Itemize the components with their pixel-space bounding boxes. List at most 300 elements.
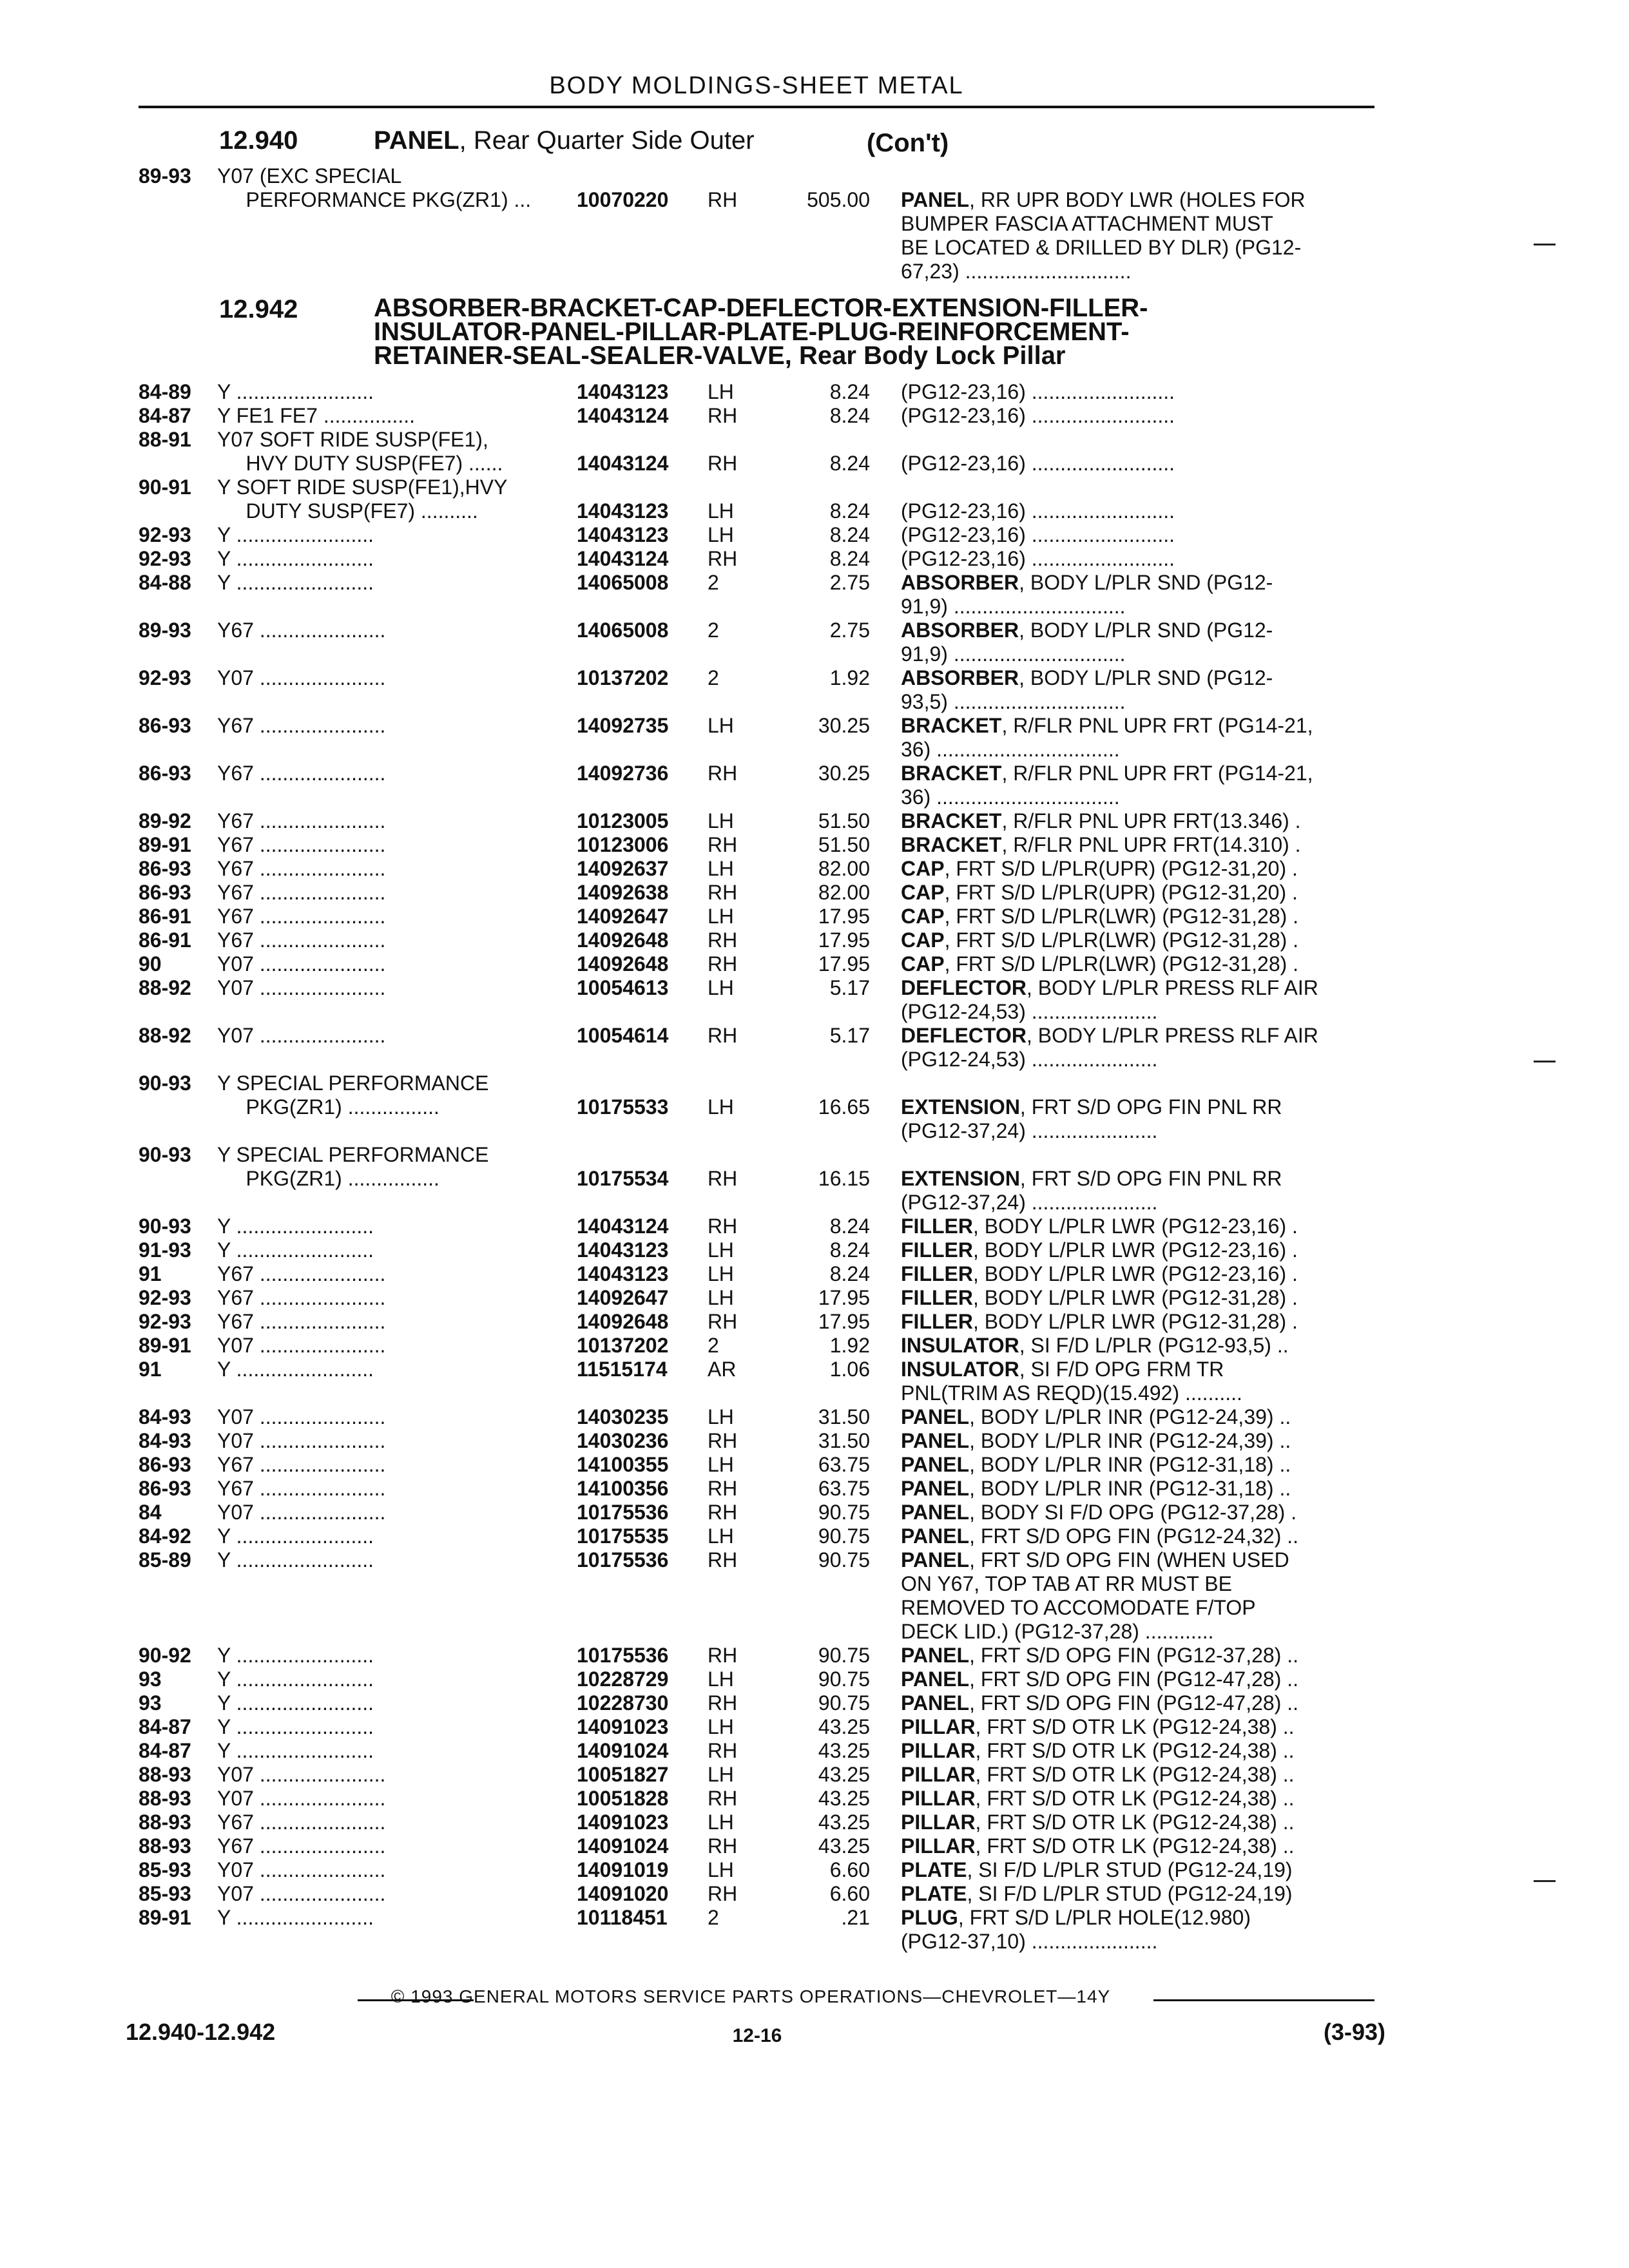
year-range: 84-89 bbox=[139, 380, 191, 403]
year-range: 85-93 bbox=[139, 1882, 191, 1905]
part-name: DEFLECTOR bbox=[901, 976, 1027, 999]
part-detail: , R/FLR PNL UPR FRT(14.310) . bbox=[1001, 833, 1301, 856]
side-qty: RH bbox=[708, 1024, 738, 1047]
year-range: 89-91 bbox=[139, 1334, 191, 1357]
year-range: 90-93 bbox=[139, 1215, 191, 1238]
part-number: 14043123 bbox=[577, 1238, 669, 1262]
year-range: 84-93 bbox=[139, 1405, 191, 1428]
list-price: 31.50 bbox=[818, 1429, 870, 1452]
year-range: 84-87 bbox=[139, 1715, 191, 1738]
model-usage: Y67 ...................... bbox=[217, 1811, 386, 1834]
part-name: BRACKET bbox=[901, 809, 1002, 832]
year-range: 89-91 bbox=[139, 833, 191, 856]
part-name: INSULATOR bbox=[901, 1334, 1019, 1357]
model-usage: Y ........................ bbox=[217, 523, 374, 546]
footer-page-number: 12-16 bbox=[732, 2025, 782, 2046]
model-usage: Y67 ...................... bbox=[217, 1310, 386, 1333]
table-row bbox=[0, 476, 1629, 499]
list-price: 2.75 bbox=[829, 571, 870, 594]
part-name: PILLAR bbox=[901, 1811, 976, 1834]
part-description bbox=[901, 1620, 1213, 1644]
part-detail: , BODY L/PLR SND (PG12- bbox=[1019, 619, 1273, 642]
model-usage: Y67 ...................... bbox=[217, 1477, 386, 1500]
part-detail: , SI F/D L/PLR STUD (PG12-24,19) bbox=[967, 1882, 1293, 1905]
table-row bbox=[0, 1310, 1629, 1334]
part-number: 10137202 bbox=[577, 1334, 669, 1357]
footer-copyright: © 1993 GENERAL MOTORS SERVICE PARTS OPERATIONS—CHEVROLET—14Y bbox=[390, 1986, 1111, 2006]
part-number: 14092735 bbox=[577, 714, 669, 737]
model-usage: Y67 ...................... bbox=[217, 928, 386, 952]
model-usage: Y67 ...................... bbox=[217, 619, 386, 642]
part-detail: , R/FLR PNL UPR FRT(13.346) . bbox=[1001, 809, 1301, 832]
table-row bbox=[0, 1739, 1629, 1763]
side-qty: LH bbox=[708, 1715, 734, 1738]
list-price: 43.25 bbox=[818, 1739, 870, 1762]
table-row bbox=[0, 1667, 1629, 1691]
table-row bbox=[0, 1167, 1629, 1191]
list-price: 63.75 bbox=[818, 1477, 870, 1500]
part-detail: , FRT S/D L/PLR(LWR) (PG12-31,28) . bbox=[944, 928, 1299, 952]
year-range: 86-93 bbox=[139, 881, 191, 904]
year-range: 88-93 bbox=[139, 1811, 191, 1834]
side-qty: RH bbox=[708, 1501, 738, 1524]
part-detail: , BODY L/PLR PRESS RLF AIR bbox=[1026, 976, 1318, 999]
part-number: 10175535 bbox=[577, 1524, 669, 1548]
side-qty: 2 bbox=[708, 1906, 719, 1929]
model-usage: Y07 ...................... bbox=[217, 952, 386, 975]
part-name: BRACKET bbox=[901, 762, 1002, 785]
year-range: 88-92 bbox=[139, 1024, 191, 1047]
side-qty: LH bbox=[708, 1405, 734, 1428]
side-qty: LH bbox=[708, 714, 734, 737]
table-row bbox=[0, 905, 1629, 928]
part-description bbox=[901, 1596, 1256, 1620]
part-name: ABSORBER bbox=[901, 619, 1019, 642]
part-description bbox=[901, 1787, 1295, 1811]
side-qty: RH bbox=[708, 1787, 738, 1810]
part-number: 14043124 bbox=[577, 404, 669, 427]
part-description bbox=[901, 1930, 1157, 1954]
model-usage: HVY DUTY SUSP(FE7) ...... bbox=[217, 452, 503, 475]
part-name: CAP bbox=[901, 928, 945, 952]
part-name: PLATE bbox=[901, 1882, 967, 1905]
part-description bbox=[901, 1906, 1251, 1930]
table-row bbox=[0, 857, 1629, 881]
part-number: 14030236 bbox=[577, 1429, 669, 1452]
section-title-main: RETAINER-SEAL-SEALER-VALVE bbox=[374, 341, 785, 370]
model-usage: PKG(ZR1) ................ bbox=[217, 1095, 439, 1119]
part-description bbox=[901, 1310, 1298, 1334]
model-usage: DUTY SUSP(FE7) .......... bbox=[217, 499, 478, 523]
side-qty: RH bbox=[708, 762, 738, 785]
side-qty: RH bbox=[708, 1548, 738, 1571]
table-row bbox=[0, 1286, 1629, 1310]
part-name: EXTENSION bbox=[901, 1167, 1020, 1190]
table-row bbox=[0, 714, 1629, 738]
list-price: 17.95 bbox=[818, 1286, 870, 1309]
part-description bbox=[901, 380, 1175, 404]
part-detail: (PG12-37,24) ...................... bbox=[901, 1191, 1158, 1214]
model-usage: Y67 ...................... bbox=[217, 1262, 386, 1285]
table-row bbox=[0, 1381, 1629, 1405]
year-range: 84-88 bbox=[139, 571, 191, 594]
side-qty: LH bbox=[708, 380, 734, 403]
year-range: 89-91 bbox=[139, 1906, 191, 1929]
part-description bbox=[901, 1358, 1224, 1381]
table-row bbox=[0, 1024, 1629, 1048]
part-number: 14091023 bbox=[577, 1715, 669, 1738]
part-number: 10054613 bbox=[577, 976, 669, 999]
year-range: 89-93 bbox=[139, 164, 191, 187]
list-price: 30.25 bbox=[818, 714, 870, 737]
part-detail: , BODY L/PLR LWR (PG12-23,16) . bbox=[972, 1215, 1298, 1238]
table-row bbox=[0, 212, 1629, 236]
list-price: 17.95 bbox=[818, 1310, 870, 1333]
part-description bbox=[901, 666, 1273, 690]
part-detail: (PG12-23,16) ......................... bbox=[901, 380, 1175, 403]
part-description bbox=[901, 212, 1273, 236]
side-qty: RH bbox=[708, 404, 738, 427]
year-range: 92-93 bbox=[139, 547, 191, 570]
part-description bbox=[901, 236, 1301, 260]
table-row bbox=[0, 499, 1629, 523]
part-number: 14065008 bbox=[577, 571, 669, 594]
list-price: 8.24 bbox=[829, 404, 870, 427]
header-rule bbox=[139, 106, 1374, 108]
side-qty: RH bbox=[708, 1215, 738, 1238]
part-name: FILLER bbox=[901, 1215, 973, 1238]
part-name: PANEL bbox=[901, 1667, 970, 1691]
year-range: 85-89 bbox=[139, 1548, 191, 1571]
list-price: 82.00 bbox=[818, 881, 870, 904]
year-range: 92-93 bbox=[139, 1310, 191, 1333]
model-usage: PERFORMANCE PKG(ZR1) ... bbox=[217, 188, 532, 211]
list-price: 8.24 bbox=[829, 1238, 870, 1262]
part-description bbox=[901, 928, 1298, 952]
part-description bbox=[901, 1262, 1298, 1286]
list-price: 51.50 bbox=[818, 809, 870, 832]
part-number: 14043123 bbox=[577, 499, 669, 523]
part-detail: , FRT S/D L/PLR(LWR) (PG12-31,28) . bbox=[944, 905, 1299, 928]
table-row bbox=[0, 188, 1629, 212]
part-detail: (PG12-24,53) ...................... bbox=[901, 1048, 1158, 1071]
list-price: 2.75 bbox=[829, 619, 870, 642]
year-range: 93 bbox=[139, 1691, 162, 1715]
model-usage: Y07 ...................... bbox=[217, 976, 386, 999]
side-qty: RH bbox=[708, 928, 738, 952]
year-range: 92-93 bbox=[139, 1286, 191, 1309]
list-price: 31.50 bbox=[818, 1405, 870, 1428]
list-price: 1.06 bbox=[829, 1358, 870, 1381]
part-description bbox=[901, 1548, 1289, 1572]
year-range: 90-92 bbox=[139, 1644, 191, 1667]
part-description bbox=[901, 1238, 1298, 1262]
part-detail: ON Y67, TOP TAB AT RR MUST BE bbox=[901, 1572, 1232, 1595]
part-number: 10137202 bbox=[577, 666, 669, 689]
part-detail: (PG12-24,53) ...................... bbox=[901, 1000, 1158, 1023]
part-number: 10054614 bbox=[577, 1024, 669, 1047]
part-detail: , FRT S/D OPG FIN (PG12-37,28) .. bbox=[969, 1644, 1299, 1667]
part-description bbox=[901, 1524, 1298, 1548]
model-usage: Y07 ...................... bbox=[217, 1787, 386, 1810]
part-name: PANEL bbox=[901, 1429, 970, 1452]
year-range: 92-93 bbox=[139, 523, 191, 546]
part-description bbox=[901, 1715, 1295, 1739]
year-range: 92-93 bbox=[139, 666, 191, 689]
part-description bbox=[901, 1215, 1298, 1238]
side-qty: RH bbox=[708, 1644, 738, 1667]
part-description bbox=[901, 1119, 1157, 1143]
part-detail: , BODY L/PLR LWR (PG12-31,28) . bbox=[972, 1286, 1298, 1309]
part-description bbox=[901, 1834, 1295, 1858]
side-qty: AR bbox=[708, 1358, 737, 1381]
part-number: 10175536 bbox=[577, 1501, 669, 1524]
model-usage: Y07 ...................... bbox=[217, 1429, 386, 1452]
part-description bbox=[901, 785, 1120, 809]
part-detail: , BODY L/PLR LWR (PG12-31,28) . bbox=[972, 1310, 1298, 1333]
model-usage: Y SPECIAL PERFORMANCE bbox=[217, 1072, 489, 1095]
part-description bbox=[901, 952, 1298, 976]
year-range: 86-93 bbox=[139, 1453, 191, 1476]
part-number: 14091019 bbox=[577, 1858, 669, 1881]
part-name: CAP bbox=[901, 857, 945, 880]
part-description bbox=[901, 1334, 1289, 1358]
part-description bbox=[901, 1763, 1295, 1787]
side-qty: LH bbox=[708, 905, 734, 928]
part-number: 11515174 bbox=[577, 1358, 668, 1381]
list-price: .21 bbox=[841, 1906, 870, 1929]
part-description bbox=[901, 762, 1313, 785]
side-qty: RH bbox=[708, 1167, 738, 1190]
side-qty: LH bbox=[708, 1095, 734, 1119]
part-description bbox=[901, 833, 1301, 857]
part-description bbox=[901, 881, 1298, 905]
table-row bbox=[0, 976, 1629, 1000]
model-usage: Y ........................ bbox=[217, 1715, 374, 1738]
table-row bbox=[0, 1501, 1629, 1524]
table-row bbox=[0, 1787, 1629, 1811]
table-row bbox=[0, 1072, 1629, 1095]
part-name: PANEL bbox=[901, 1548, 970, 1571]
model-usage: Y67 ...................... bbox=[217, 857, 386, 880]
margin-mark bbox=[1534, 1880, 1556, 1882]
part-number: 10175533 bbox=[577, 1095, 669, 1119]
part-name: ABSORBER bbox=[901, 666, 1019, 689]
part-description bbox=[901, 1477, 1291, 1501]
part-description bbox=[901, 714, 1313, 738]
side-qty: RH bbox=[708, 1310, 738, 1333]
table-row bbox=[0, 1644, 1629, 1667]
side-qty: RH bbox=[708, 952, 738, 975]
section-title-sub: , Rear Quarter Side Outer bbox=[459, 126, 755, 155]
list-price: 63.75 bbox=[818, 1453, 870, 1476]
part-number: 14091024 bbox=[577, 1739, 669, 1762]
model-usage: Y ........................ bbox=[217, 380, 374, 403]
table-row bbox=[0, 1858, 1629, 1882]
table-row bbox=[0, 1215, 1629, 1238]
part-description bbox=[901, 1000, 1157, 1024]
table-row bbox=[0, 1906, 1629, 1930]
list-price: 505.00 bbox=[807, 188, 870, 211]
table-row bbox=[0, 952, 1629, 976]
list-price: 90.75 bbox=[818, 1644, 870, 1667]
model-usage: Y67 ...................... bbox=[217, 905, 386, 928]
part-detail: , BODY L/PLR INR (PG12-24,39) .. bbox=[969, 1405, 1291, 1428]
list-price: 17.95 bbox=[818, 905, 870, 928]
part-name: PANEL bbox=[901, 1453, 970, 1476]
section-title-line: INSULATOR-PANEL-PILLAR-PLATE-PLUG-REINFORCEMENT- bbox=[374, 318, 1130, 346]
table-row bbox=[0, 642, 1629, 666]
list-price: 43.25 bbox=[818, 1834, 870, 1858]
list-price: 6.60 bbox=[829, 1858, 870, 1881]
list-price: 90.75 bbox=[818, 1501, 870, 1524]
list-price: 1.92 bbox=[829, 666, 870, 689]
table-row bbox=[0, 1477, 1629, 1501]
part-detail: , FRT S/D OPG FIN PNL RR bbox=[1019, 1095, 1282, 1119]
part-description bbox=[901, 1024, 1318, 1048]
list-price: 90.75 bbox=[818, 1548, 870, 1571]
part-name: PLATE bbox=[901, 1858, 967, 1881]
part-name: PANEL bbox=[901, 188, 970, 211]
part-name: PANEL bbox=[901, 1691, 970, 1715]
year-range: 85-93 bbox=[139, 1858, 191, 1881]
part-detail: , BODY L/PLR INR (PG12-31,18) .. bbox=[969, 1477, 1291, 1500]
side-qty: LH bbox=[708, 976, 734, 999]
footer-section-range: 12.940-12.942 bbox=[126, 2019, 276, 2045]
table-row bbox=[0, 164, 1629, 188]
model-usage: Y ........................ bbox=[217, 1548, 374, 1571]
part-detail: (PG12-37,24) ...................... bbox=[901, 1119, 1158, 1142]
side-qty: LH bbox=[708, 809, 734, 832]
part-name: PANEL bbox=[901, 1501, 970, 1524]
part-detail: , BODY L/PLR LWR (PG12-23,16) . bbox=[972, 1262, 1298, 1285]
list-price: 8.24 bbox=[829, 380, 870, 403]
table-row bbox=[0, 666, 1629, 690]
part-detail: , FRT S/D L/PLR HOLE(12.980) bbox=[958, 1906, 1251, 1929]
list-price: 90.75 bbox=[818, 1691, 870, 1715]
year-range: 88-93 bbox=[139, 1834, 191, 1858]
part-description bbox=[901, 1882, 1293, 1906]
part-description bbox=[901, 642, 1126, 666]
part-detail: , R/FLR PNL UPR FRT (PG14-21, bbox=[1001, 714, 1313, 737]
part-description bbox=[901, 1405, 1291, 1429]
year-range: 90-91 bbox=[139, 476, 191, 499]
part-detail: (PG12-23,16) ......................... bbox=[901, 452, 1175, 475]
part-description bbox=[901, 809, 1301, 833]
year-range: 91-93 bbox=[139, 1238, 191, 1262]
side-qty: RH bbox=[708, 1739, 738, 1762]
list-price: 90.75 bbox=[818, 1667, 870, 1691]
list-price: 17.95 bbox=[818, 928, 870, 952]
year-range: 84-87 bbox=[139, 1739, 191, 1762]
table-row bbox=[0, 1262, 1629, 1286]
side-qty: LH bbox=[708, 1238, 734, 1262]
model-usage: Y ........................ bbox=[217, 1358, 374, 1381]
part-number: 14030235 bbox=[577, 1405, 669, 1428]
part-detail: , FRT S/D OTR LK (PG12-24,38) .. bbox=[975, 1763, 1295, 1786]
part-detail: 36) ................................ bbox=[901, 785, 1120, 809]
table-row bbox=[0, 260, 1629, 284]
part-detail: 91,9) .............................. bbox=[901, 642, 1126, 666]
table-row bbox=[0, 690, 1629, 714]
part-name: DEFLECTOR bbox=[901, 1024, 1027, 1047]
part-description bbox=[901, 1858, 1293, 1882]
model-usage: Y07 ...................... bbox=[217, 1024, 386, 1047]
part-description bbox=[901, 738, 1120, 762]
list-price: 90.75 bbox=[818, 1524, 870, 1548]
part-name: FILLER bbox=[901, 1286, 973, 1309]
part-name: CAP bbox=[901, 952, 945, 975]
table-row bbox=[0, 833, 1629, 857]
table-row bbox=[0, 452, 1629, 476]
table-row bbox=[0, 1930, 1629, 1954]
part-detail: BE LOCATED & DRILLED BY DLR) (PG12- bbox=[901, 236, 1302, 259]
part-number: 10123005 bbox=[577, 809, 669, 832]
table-row bbox=[0, 1048, 1629, 1072]
model-usage: Y FE1 FE7 ................ bbox=[217, 404, 416, 427]
part-name: FILLER bbox=[901, 1310, 973, 1333]
side-qty: LH bbox=[708, 523, 734, 546]
model-usage: Y ........................ bbox=[217, 1215, 374, 1238]
part-name: PILLAR bbox=[901, 1834, 976, 1858]
year-range: 89-93 bbox=[139, 619, 191, 642]
part-detail: , SI F/D L/PLR STUD (PG12-24,19) bbox=[967, 1858, 1293, 1881]
part-description bbox=[901, 595, 1126, 619]
model-usage: Y67 ...................... bbox=[217, 1286, 386, 1309]
part-description bbox=[901, 1095, 1282, 1119]
part-number: 14100356 bbox=[577, 1477, 669, 1500]
list-price: 8.24 bbox=[829, 523, 870, 546]
part-name: CAP bbox=[901, 881, 945, 904]
part-description bbox=[901, 690, 1126, 714]
table-row bbox=[0, 928, 1629, 952]
part-number: 14091024 bbox=[577, 1834, 669, 1858]
part-description bbox=[901, 1644, 1298, 1667]
part-detail: , FRT S/D L/PLR(UPR) (PG12-31,20) . bbox=[944, 881, 1298, 904]
side-qty: RH bbox=[708, 1882, 738, 1905]
side-qty: RH bbox=[708, 833, 738, 856]
model-usage: Y ........................ bbox=[217, 1524, 374, 1548]
side-qty: LH bbox=[708, 1763, 734, 1786]
year-range: 86-93 bbox=[139, 1477, 191, 1500]
list-price: 6.60 bbox=[829, 1882, 870, 1905]
model-usage: Y ........................ bbox=[217, 547, 374, 570]
part-name: PANEL bbox=[901, 1405, 970, 1428]
table-row bbox=[0, 1358, 1629, 1381]
side-qty: LH bbox=[708, 499, 734, 523]
part-name: PANEL bbox=[901, 1644, 970, 1667]
part-description bbox=[901, 547, 1175, 571]
side-qty: RH bbox=[708, 1429, 738, 1452]
table-row bbox=[0, 1453, 1629, 1477]
table-row bbox=[0, 404, 1629, 428]
list-price: 43.25 bbox=[818, 1763, 870, 1786]
model-usage: Y67 ...................... bbox=[217, 1834, 386, 1858]
part-name: CAP bbox=[901, 905, 945, 928]
part-description bbox=[901, 905, 1298, 928]
table-row bbox=[0, 762, 1629, 785]
year-range: 86-93 bbox=[139, 857, 191, 880]
part-detail: , RR UPR BODY LWR (HOLES FOR bbox=[969, 188, 1306, 211]
part-description bbox=[901, 1667, 1298, 1691]
table-row bbox=[0, 1119, 1629, 1143]
part-detail: , FRT S/D OPG FIN (WHEN USED bbox=[969, 1548, 1289, 1571]
model-usage: Y SOFT RIDE SUSP(FE1),HVY bbox=[217, 476, 508, 499]
table-row bbox=[0, 1524, 1629, 1548]
part-description bbox=[901, 188, 1306, 212]
part-description bbox=[901, 1691, 1298, 1715]
side-qty: RH bbox=[708, 1477, 738, 1500]
